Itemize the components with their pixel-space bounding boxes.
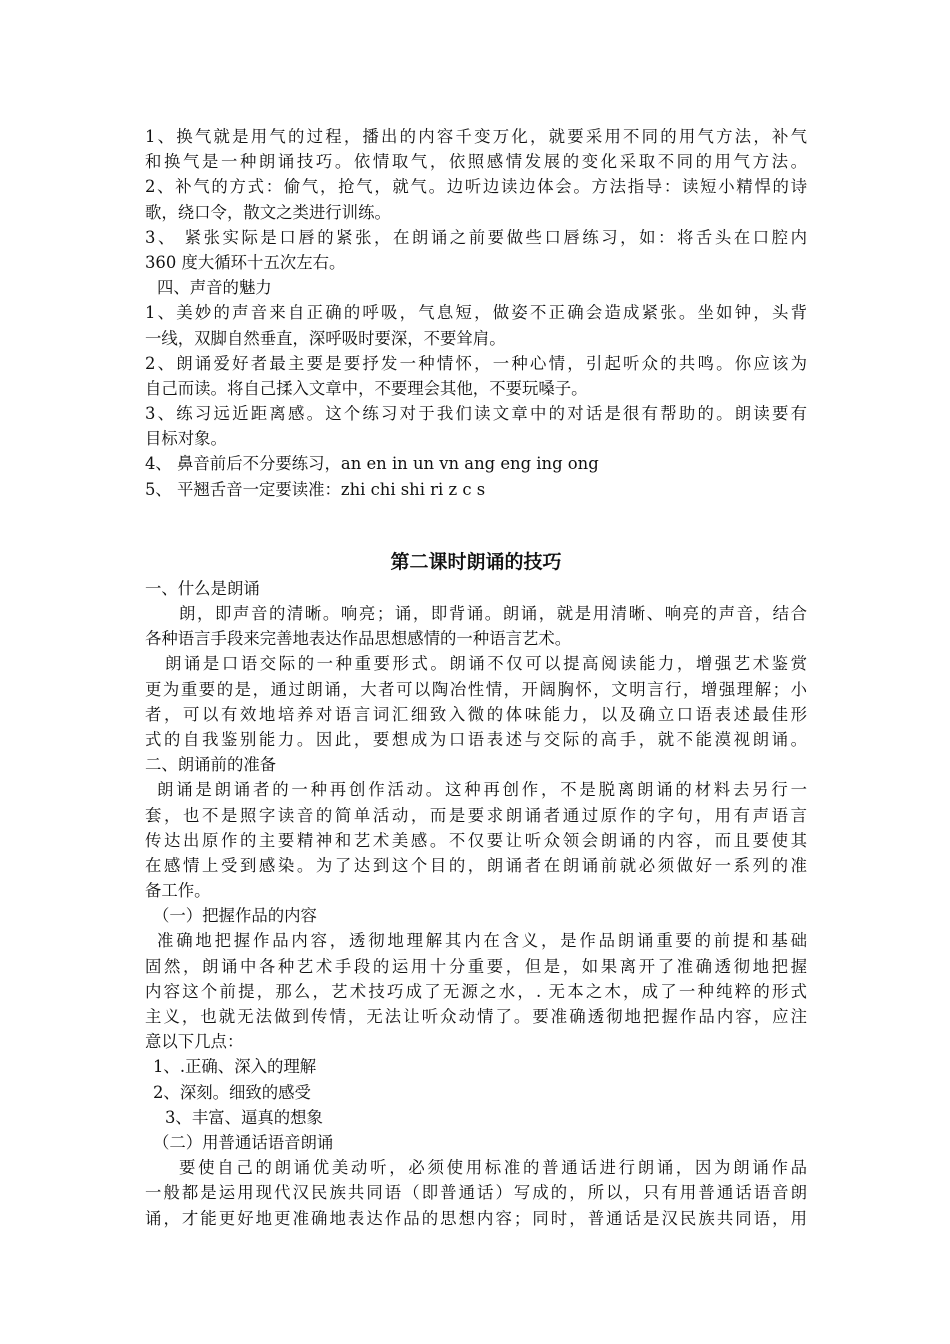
paragraph-line: 和换气是一种朗诵技巧。依情取气，依照感情发展的变化采取不同的用气方法。 bbox=[145, 152, 807, 172]
paragraph-line: 传达出原作的主要精神和艺术美感。不仅要让听众领会朗诵的内容，而且要使其 bbox=[145, 830, 807, 850]
paragraph-line: 更为重要的是，通过朗诵，大者可以陶冶性情，开阔胸怀，文明言行，增强理解；小 bbox=[145, 679, 807, 699]
list-item: 2、深刻。细致的感受 bbox=[153, 1082, 311, 1102]
paragraph-line: 朗诵是口语交际的一种重要形式。朗诵不仅可以提高阅读能力，增强艺术鉴赏 bbox=[165, 654, 807, 674]
paragraph-line: 式的自我鉴别能力。因此，要想成为口语表述与交际的高手，就不能漠视朗诵。 bbox=[145, 729, 807, 749]
paragraph-line: 诵，才能更好地更准确地表达作品的思想内容；同时，普通话是汉民族共同语，用 bbox=[145, 1208, 807, 1228]
section-block-techniques bbox=[145, 576, 807, 1231]
paragraph-line: 目标对象。 bbox=[145, 429, 227, 449]
paragraph-line: 者，可以有效地培养对语言词汇细致入微的体味能力，以及确立口语表述最佳形 bbox=[145, 704, 807, 724]
list-item: 3、丰富、逼真的想象 bbox=[165, 1107, 323, 1127]
section-heading-what-is-recitation: 一、什么是朗诵 bbox=[145, 578, 260, 598]
paragraph-line: 各种语言手段来完善地表达作品思想感情的一种语言艺术。 bbox=[145, 629, 572, 649]
paragraph-line: 360 度大循环十五次左右。 bbox=[145, 252, 346, 272]
paragraph-line: 要使自己的朗诵优美动听，必须使用标准的普通话进行朗诵，因为朗诵作品 bbox=[179, 1158, 807, 1178]
page-title: 第二课时朗诵的技巧 bbox=[390, 550, 562, 573]
paragraph-line: 自己而读。将自己揉入文章中，不要理会其他，不要玩嗓子。 bbox=[145, 378, 588, 398]
paragraph-line: 在感情上受到感染。为了达到这个目的，朗诵者在朗诵前就必须做好一系列的准 bbox=[145, 855, 807, 875]
paragraph-line: 准确地把握作品内容，透彻地理解其内在含义，是作品朗诵重要的前提和基础 bbox=[157, 931, 807, 951]
paragraph-line: 固然，朗诵中各种艺术手段的运用十分重要，但是，如果离开了准确透彻地把握 bbox=[145, 956, 807, 976]
paragraph-line: 一般都是运用现代汉民族共同语（即普通话）写成的，所以，只有用普通话语音朗 bbox=[145, 1183, 807, 1203]
paragraph-line: 3、练习远近距离感。这个练习对于我们读文章中的对话是很有帮助的。朗读要有 bbox=[145, 404, 807, 424]
section-spacer bbox=[145, 502, 807, 550]
paragraph-line: 朗，即声音的清晰。响亮；诵，即背诵。朗诵，就是用清晰、响亮的声音，结合 bbox=[179, 604, 807, 623]
paragraph-line: 主义，也就无法做到传情，无法让听众动情了。要准确透彻地把握作品内容，应注 bbox=[145, 1007, 807, 1026]
paragraph-line: 内容这个前提，那么，艺术技巧成了无源之水，. 无本之木，成了一种纯粹的形式 bbox=[145, 981, 807, 1001]
document-page bbox=[145, 124, 807, 1231]
paragraph-line: 歌，绕口令，散文之类进行训练。 bbox=[145, 202, 391, 222]
paragraph-line: 3、 紧张实际是口唇的紧张，在朗诵之前要做些口唇练习，如：将舌头在口腔内 bbox=[145, 227, 807, 247]
paragraph-line: 备工作。 bbox=[145, 881, 211, 901]
paragraph-line: 2、补气的方式：偷气，抢气，就气。边听边读边体会。方法指导：读短小精悍的诗 bbox=[145, 177, 807, 197]
subsection-heading-content: （一）把握作品的内容 bbox=[153, 906, 317, 926]
paragraph-line: 4、 鼻音前后不分要练习，an en in un vn ang eng ing ong bbox=[145, 454, 599, 474]
paragraph-line: 意以下几点： bbox=[145, 1032, 244, 1052]
section-heading-voice-charm: 四、声音的魅力 bbox=[157, 278, 272, 298]
list-item: 1、.正确、深入的理解 bbox=[153, 1057, 317, 1077]
section-block-breathing bbox=[145, 124, 807, 502]
paragraph-line: 2、朗诵爱好者最主要是要抒发一种情怀，一种心情，引起听众的共鸣。你应该为 bbox=[145, 353, 807, 373]
subsection-heading-mandarin: （二）用普通话语音朗诵 bbox=[153, 1132, 334, 1152]
paragraph-line: 朗诵是朗诵者的一种再创作活动。这种再创作，不是脱离朗诵的材料去另行一 bbox=[157, 780, 807, 800]
paragraph-line: 套，也不是照字读音的简单活动，而是要求朗诵者通过原作的字句，用有声语言 bbox=[145, 805, 807, 825]
paragraph-line: 一线，双脚自然垂直，深呼吸时要深，不要耸肩。 bbox=[145, 328, 506, 348]
section-heading-preparation: 二、朗诵前的准备 bbox=[145, 755, 277, 775]
paragraph-line: 1、换气就是用气的过程，播出的内容千变万化，就要采用不同的用气方法，补气 bbox=[145, 127, 807, 146]
paragraph-line: 5、 平翘舌音一定要读准：zhi chi shi ri z c s bbox=[145, 479, 486, 499]
paragraph-line: 1、美妙的声音来自正确的呼吸，气息短，做姿不正确会造成紧张。坐如钟，头背 bbox=[145, 303, 807, 323]
